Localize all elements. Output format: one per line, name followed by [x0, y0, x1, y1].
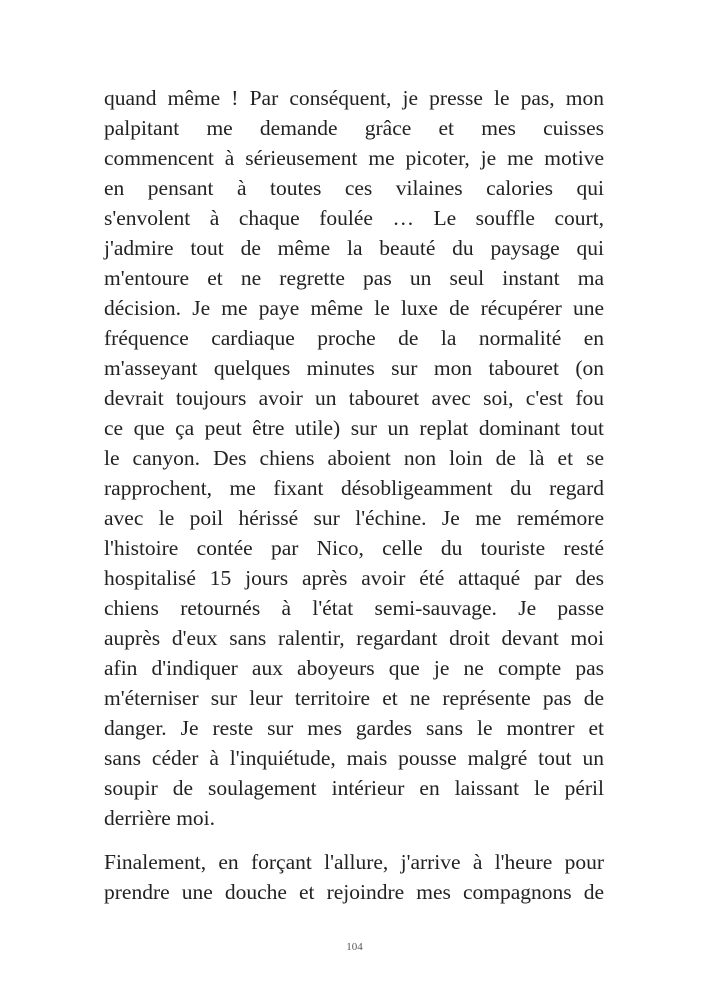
text-line: m'asseyant quelques minutes sur mon tabouret (on [104, 356, 604, 380]
text-line: chiens retournés à l'état semi-sauvage. Je passe [104, 596, 604, 620]
text-line: sans céder à l'inquiétude, mais pousse malgré tout un [104, 746, 604, 770]
text-line: s'envolent à chaque foulée … Le souffle court, [104, 206, 604, 230]
text-line: auprès d'eux sans ralentir, regardant droit devant moi [104, 626, 604, 650]
text-line: palpitant me demande grâce et mes cuisses [104, 116, 604, 140]
paragraph-1 [104, 83, 604, 833]
page-number: 104 [346, 941, 363, 953]
text-line: soupir de soulagement intérieur en laissant le péril [104, 776, 604, 800]
text-line: fréquence cardiaque proche de la normalité en [104, 326, 604, 350]
text-line: le canyon. Des chiens aboient non loin de là et se [104, 446, 604, 470]
text-line: danger. Je reste sur mes gardes sans le montrer et [104, 716, 604, 740]
text-line: rapprochent, me fixant désobligeamment du regard [104, 476, 604, 500]
text-line: avec le poil hérissé sur l'échine. Je me remémore [104, 506, 604, 530]
text-line: prendre une douche et rejoindre mes compagnons de [104, 880, 604, 904]
paragraph-gap [104, 833, 604, 847]
text-line: m'entoure et ne regrette pas un seul instant ma [104, 266, 604, 290]
text-line: m'éterniser sur leur territoire et ne représente pas de [104, 686, 604, 710]
text-line: en pensant à toutes ces vilaines calories qui [104, 176, 604, 200]
text-line: commencent à sérieusement me picoter, je me motive [104, 146, 604, 170]
text-line: devrait toujours avoir un tabouret avec soi, c'est fou [104, 386, 604, 410]
text-line: l'histoire contée par Nico, celle du touriste resté [104, 536, 604, 560]
text-line: j'admire tout de même la beauté du paysage qui [104, 236, 604, 260]
text-line: Finalement, en forçant l'allure, j'arrive à l'heure pour [104, 850, 604, 874]
text-line: derrière moi. [104, 806, 216, 830]
text-line: décision. Je me paye même le luxe de récupérer une [104, 296, 604, 320]
text-line: afin d'indiquer aux aboyeurs que je ne compte pas [104, 656, 604, 680]
body-text [104, 83, 604, 907]
text-line: quand même ! Par conséquent, je presse le pas, mon [104, 86, 604, 110]
paragraph-2 [104, 847, 604, 907]
text-line: ce que ça peut être utile) sur un replat dominant tout [104, 416, 604, 440]
text-line: hospitalisé 15 jours après avoir été attaqué par des [104, 566, 604, 590]
